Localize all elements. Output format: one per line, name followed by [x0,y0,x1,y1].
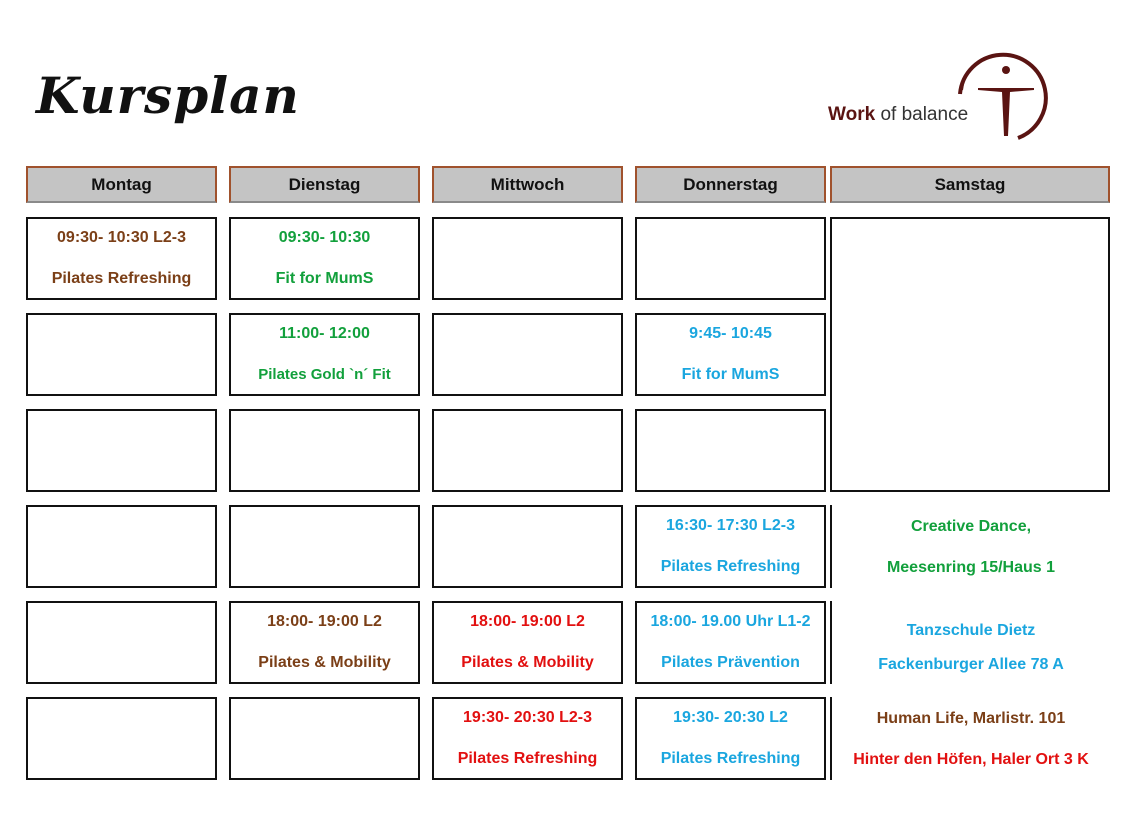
course-slot-montag-1 [26,217,217,300]
course-name: Pilates Prävention [661,654,800,671]
course-slot-donnerstag-5 [635,601,826,684]
course-time: 19:30- 20:30 L2 [673,709,788,726]
course-slot-dienstag-5 [229,601,420,684]
course-slot-dienstag-1 [229,217,420,300]
location-name: Creative Dance, [910,518,1032,535]
course-name: Fit for MumS [275,270,374,287]
empty-slot-mittwoch-2 [432,313,623,396]
course-time: 09:30- 10:30 [278,229,371,246]
location-address: Meesenring 15/Haus 1 [886,559,1056,576]
logo-word-work: Work [828,104,876,125]
empty-slot-dienstag-3 [229,409,420,492]
empty-slot-mittwoch-3 [432,409,623,492]
course-name: Pilates & Mobility [461,654,594,671]
course-name: Pilates Gold `n´ Fit [258,366,391,383]
location-human-life [830,697,1110,780]
course-time: 18:00- 19.00 Uhr L1-2 [650,613,811,630]
empty-slot-samstag [830,217,1110,492]
course-name: Pilates & Mobility [258,654,391,671]
course-slot-mittwoch-5 [432,601,623,684]
page-title: Kursplan [36,66,300,125]
location-human-life-address: Human Life, Marlistr. 101 [876,710,1066,727]
course-time: 19:30- 20:30 L2-3 [463,709,592,726]
empty-slot-montag-4 [26,505,217,588]
empty-slot-mittwoch-1 [432,217,623,300]
balance-figure-icon [954,50,1058,142]
work-of-balance-logo [828,50,1058,142]
course-name: Pilates Refreshing [51,270,192,287]
course-time: 11:00- 12:00 [279,325,370,342]
empty-slot-montag-5 [26,601,217,684]
course-name: Pilates Refreshing [660,558,801,575]
day-header-montag: Montag [26,166,217,203]
course-slot-dienstag-2 [229,313,420,396]
course-time: 18:00- 19:00 L2 [470,613,585,630]
course-slot-donnerstag-2 [635,313,826,396]
location-hinter-den-hoefen-address: Hinter den Höfen, Haler Ort 3 K [853,751,1089,768]
course-name: Pilates Refreshing [457,750,598,767]
logo-word-balance: of balance [875,104,969,125]
course-slot-donnerstag-6 [635,697,826,780]
location-tanzschule-dietz [830,601,1110,684]
course-name: Fit for MumS [681,366,780,383]
location-address: Fackenburger Allee 78 A [878,656,1064,673]
day-header-donnerstag: Donnerstag [635,166,826,203]
course-slot-mittwoch-6 [432,697,623,780]
day-header-mittwoch: Mittwoch [432,166,623,203]
empty-slot-mittwoch-4 [432,505,623,588]
empty-slot-montag-3 [26,409,217,492]
empty-slot-donnerstag-1 [635,217,826,300]
empty-slot-montag-6 [26,697,217,780]
empty-slot-dienstag-4 [229,505,420,588]
course-time: 16:30- 17:30 L2-3 [666,517,795,534]
empty-slot-donnerstag-3 [635,409,826,492]
empty-slot-montag-2 [26,313,217,396]
day-header-dienstag: Dienstag [229,166,420,203]
course-slot-donnerstag-4 [635,505,826,588]
course-name: Pilates Refreshing [660,750,801,767]
course-time: 18:00- 19:00 L2 [267,613,382,630]
course-time: 09:30- 10:30 L2-3 [57,229,186,246]
day-header-samstag: Samstag [830,166,1110,203]
course-time: 9:45- 10:45 [689,325,772,342]
location-name: Tanzschule Dietz [906,622,1036,639]
empty-slot-dienstag-6 [229,697,420,780]
location-creative-dance [830,505,1110,588]
